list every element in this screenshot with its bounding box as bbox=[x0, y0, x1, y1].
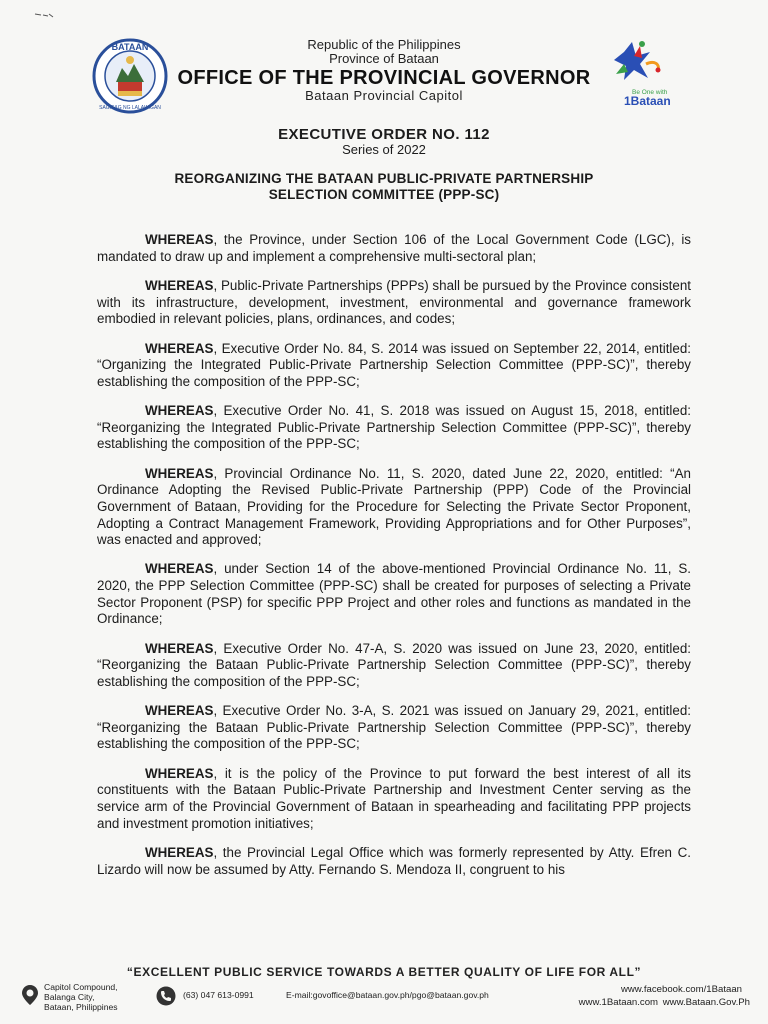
whereas-paragraph bbox=[97, 703, 691, 753]
whereas-keyword: WHEREAS bbox=[145, 403, 214, 419]
whereas-keyword: WHEREAS bbox=[145, 277, 214, 293]
series-year: Series of 2022 bbox=[342, 142, 426, 157]
whereas-text: , under Section 14 of the above-mentioned Provincial Ordinance No. 11, S. 2020, the PPP Selection Committee (PPP-SC) shall be created for purposes of selecting a Private Sector Proponent (PSP) for specific PPP Project and other roles and functions as mandated in the Ordinance; bbox=[97, 561, 691, 627]
whereas-paragraph bbox=[97, 403, 691, 453]
footer-facebook-link[interactable]: www.facebook.com/1Bataan bbox=[620, 984, 742, 995]
subject-line-2: SELECTION COMMITTEE (PPP-SC) bbox=[268, 187, 500, 202]
whereas-keyword: WHEREAS bbox=[145, 232, 214, 247]
brand-tag: Be One with bbox=[632, 89, 668, 96]
whereas-paragraph bbox=[97, 641, 691, 691]
address-line-2: Balanga City, bbox=[44, 992, 95, 1002]
whereas-keyword: WHEREAS bbox=[145, 765, 214, 781]
whereas-paragraph bbox=[97, 341, 691, 391]
seal-bottom-text: SAGISAG NG LALAWIGAN bbox=[99, 105, 161, 111]
letterhead-text bbox=[170, 38, 598, 103]
footer-motto: “EXCELLENT PUBLIC SERVICE TOWARDS A BETTER QUALITY OF LIFE FOR ALL” bbox=[126, 965, 642, 979]
footer-phone: (63) 047 613-0991 bbox=[183, 990, 254, 1000]
brand-name: 1Bataan bbox=[624, 94, 671, 108]
footer-email[interactable]: E-mail:govoffice@bataan.gov.ph/pgo@bataan.gov.ph bbox=[286, 990, 489, 1000]
whereas-text: , Provincial Ordinance No. 11, S. 2020, dated June 22, 2020, entitled: “An Ordinance Adopting the Revised Public-Private Partnership (PPP) Code of the Provincial Government of Bataan, Providing for the Procedure for Selecting the Private Sector Proponent, Adopting a Contract Management Framework, Providing Appropriations and for Other Purposes”, was enacted and approved; bbox=[97, 465, 691, 548]
whereas-paragraph bbox=[97, 232, 691, 265]
whereas-text: , Public-Private Partnerships (PPPs) shall be pursued by the Province consistent with its infrastructure, development, investment, environmental and governance framework embodied in relevant policies, plans, ordinances, and codes; bbox=[97, 277, 691, 327]
order-subject bbox=[0, 171, 768, 203]
whereas-text: , Executive Order No. 3-A, S. 2021 was issued on January 29, 2021, entitled: “Reorganizing the Bataan Public-Private Partnership Selection Committee (PPP-SC)”, thereby establishing the composition of the PPP-SC; bbox=[97, 703, 691, 752]
province-line: Province of Bataan bbox=[329, 51, 439, 66]
whereas-paragraph bbox=[97, 845, 691, 878]
whereas-paragraph bbox=[97, 766, 691, 832]
footer-contacts bbox=[0, 980, 768, 1020]
whereas-paragraph bbox=[97, 466, 691, 549]
republic-line: Republic of the Philippines bbox=[307, 37, 461, 52]
footer-address bbox=[44, 982, 118, 1012]
location-pin-icon bbox=[21, 984, 39, 1006]
letterhead bbox=[0, 34, 768, 111]
one-bataan-logo-icon bbox=[594, 34, 686, 108]
footer-websites[interactable]: www.1Bataan.com www.Bataan.Gov.Ph bbox=[578, 997, 750, 1008]
address-line-3: Bataan, Philippines bbox=[44, 1002, 118, 1012]
whereas-keyword: WHEREAS bbox=[145, 561, 214, 577]
address-line-1: Capitol Compound, bbox=[44, 982, 118, 992]
whereas-text: , Executive Order No. 41, S. 2018 was issued on August 15, 2018, entitled: “Reorganizing the Integrated Public-Private Partnership Selection Committee (PPP-SC)”, thereby establishing the composition of the PPP-SC; bbox=[97, 403, 691, 452]
whereas-text: , it is the policy of the Province to put forward the best interest of all its constituents with the Bataan Public-Private Partnership and Investment Center serving as the service arm of the Provincial Government of Bataan in spearheading and facilitating PPP projects and investment promotion initiatives; bbox=[97, 765, 691, 831]
bataan-seal-icon bbox=[92, 38, 168, 114]
seal-top-text: BATAAN bbox=[111, 42, 149, 52]
whereas-text: , the Provincial Legal Office which was formerly represented by Atty. Efren C. Lizardo will now be assumed by Atty. Fernando S. Mendoza II, congruent to his bbox=[97, 844, 691, 877]
whereas-paragraph bbox=[97, 561, 691, 627]
phone-icon bbox=[156, 986, 176, 1006]
whereas-keyword: WHEREAS bbox=[145, 340, 214, 356]
whereas-text: , Executive Order No. 84, S. 2014 was issued on September 22, 2014, entitled: “Organizing the Integrated Public-Private Partnership Selection Committee (PPP-SC)”, thereby establishing the composition of the PPP-SC; bbox=[97, 340, 691, 389]
order-body bbox=[97, 232, 691, 891]
whereas-text: , Executive Order No. 47-A, S. 2020 was issued on June 23, 2020, entitled: “Reorganizing the Bataan Public-Private Partnership Selection Committee (PPP-SC)”, thereby establishing the composition of the PPP-SC; bbox=[97, 640, 691, 689]
whereas-keyword: WHEREAS bbox=[145, 844, 214, 860]
whereas-keyword: WHEREAS bbox=[145, 465, 214, 481]
whereas-text: , the Province, under Section 106 of the Local Government Code (LGC), is mandated to draw up and implement a comprehensive multi-sectoral plan; bbox=[97, 232, 691, 264]
scan-mark-icon bbox=[34, 12, 54, 20]
whereas-keyword: WHEREAS bbox=[145, 703, 214, 719]
whereas-keyword: WHEREAS bbox=[145, 640, 214, 656]
executive-order-number: EXECUTIVE ORDER NO. 112 bbox=[278, 126, 490, 143]
whereas-paragraph bbox=[97, 278, 691, 328]
office-title: OFFICE OF THE PROVINCIAL GOVERNOR bbox=[177, 67, 591, 89]
subject-line-1: REORGANIZING THE BATAAN PUBLIC-PRIVATE PARTNERSHIP bbox=[174, 171, 594, 186]
capitol-line: Bataan Provincial Capitol bbox=[305, 88, 463, 103]
